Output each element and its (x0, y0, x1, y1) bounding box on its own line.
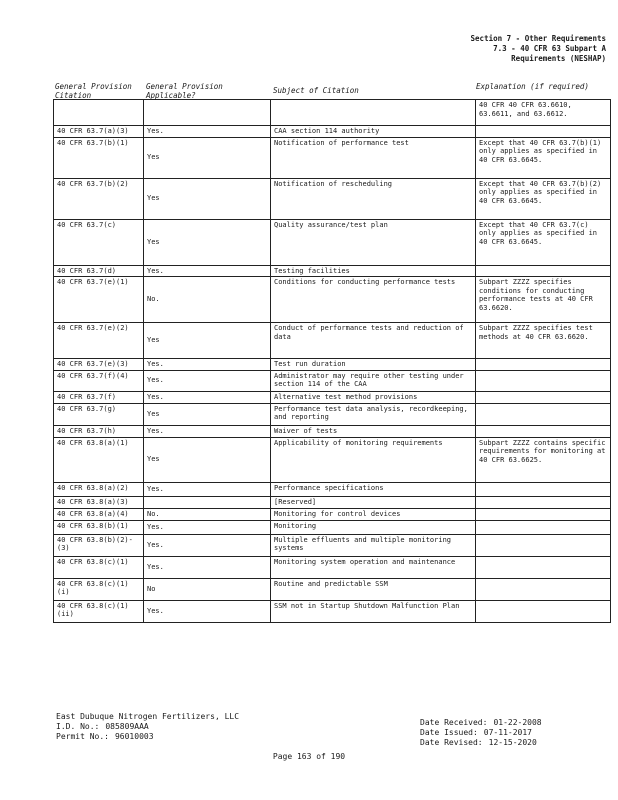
cell-citation: 40 CFR 63.7(f) (54, 391, 144, 403)
cell-subject: SSM not in Startup Shutdown Malfunction Plan (271, 600, 476, 622)
date-revised-value: 12-15-2020 (488, 738, 537, 747)
cell-applicable: Yes. (144, 425, 271, 437)
cell-subject: Testing facilities (271, 265, 476, 277)
cell-citation: 40 CFR 63.8(b)(1) (54, 520, 144, 534)
cell-applicable: Yes. (144, 534, 271, 556)
cell-citation: 40 CFR 63.8(a)(4) (54, 508, 144, 520)
column-header-citation: General Provision Citation (55, 82, 132, 100)
cell-citation: 40 CFR 63.7(e)(1) (54, 277, 144, 323)
table-row (54, 391, 611, 403)
table-row (54, 403, 611, 425)
table-row (54, 578, 611, 600)
column-header-subject: Subject of Citation (273, 86, 359, 95)
cell-subject: Applicability of monitoring requirements (271, 437, 476, 482)
cell-applicable: Yes. (144, 126, 271, 138)
cell-applicable: No. (144, 277, 271, 323)
table-row (54, 425, 611, 437)
company-name: East Dubuque Nitrogen Fertilizers, LLC (56, 712, 240, 721)
cell-applicable: No (144, 578, 271, 600)
cell-explanation (476, 482, 611, 496)
table-row (54, 556, 611, 578)
cell-explanation: Subpart ZZZZ specifies test methods at 40 CFR 63.6620. (476, 323, 611, 359)
date-issued-label: Date Issued: (420, 728, 478, 737)
table-row (54, 508, 611, 520)
cell-citation: 40 CFR 63.8(a)(3) (54, 496, 144, 508)
cell-explanation (476, 425, 611, 437)
cell-applicable: Yes. (144, 520, 271, 534)
cell-citation: 40 CFR 63.8(a)(2) (54, 482, 144, 496)
cell-citation: 40 CFR 63.7(h) (54, 425, 144, 437)
id-value: 085809AAA (105, 722, 149, 731)
cell-subject (271, 100, 476, 126)
cell-subject: Administrator may require other testing under section 114 of the CAA (271, 370, 476, 391)
cell-explanation (476, 370, 611, 391)
cell-citation: 40 CFR 63.8(b)(2)-(3) (54, 534, 144, 556)
date-info (420, 718, 542, 748)
cell-citation: 40 CFR 63.7(d) (54, 265, 144, 277)
table-row (54, 219, 611, 265)
cell-subject: Waiver of tests (271, 425, 476, 437)
cell-applicable: No. (144, 508, 271, 520)
cell-citation: 40 CFR 63.7(b)(2) (54, 178, 144, 219)
cell-explanation (476, 265, 611, 277)
cell-explanation: Except that 40 CFR 63.7(b)(1) only applies as specified in 40 CFR 63.6645. (476, 137, 611, 178)
table-row (54, 482, 611, 496)
cell-applicable: Yes (144, 178, 271, 219)
cell-explanation: Except that 40 CFR 63.7(b)(2) only applies as specified in 40 CFR 63.6645. (476, 178, 611, 219)
cell-subject: [Reserved] (271, 496, 476, 508)
cell-applicable (144, 496, 271, 508)
page-number: Page 163 of 190 (272, 752, 346, 761)
column-header-explanation: Explanation (if required) (476, 82, 589, 91)
table-row (54, 323, 611, 359)
cell-citation: 40 CFR 63.8(a)(1) (54, 437, 144, 482)
date-received-label: Date Received: (420, 718, 488, 727)
cell-subject: Routine and predictable SSM (271, 578, 476, 600)
cell-citation: 40 CFR 63.7(b)(1) (54, 137, 144, 178)
cell-applicable: Yes. (144, 359, 271, 371)
date-revised-label: Date Revised: (420, 738, 483, 747)
table-row (54, 137, 611, 178)
table-row (54, 600, 611, 622)
table-row (54, 178, 611, 219)
cell-citation: 40 CFR 63.7(c) (54, 219, 144, 265)
cell-applicable: Yes (144, 437, 271, 482)
cell-subject: Performance specifications (271, 482, 476, 496)
cell-explanation (476, 556, 611, 578)
cell-explanation (476, 578, 611, 600)
table-row (54, 370, 611, 391)
cell-citation: 40 CFR 63.7(e)(2) (54, 323, 144, 359)
cell-explanation (476, 403, 611, 425)
date-received-value: 01-22-2008 (493, 718, 542, 727)
cell-explanation (476, 496, 611, 508)
cell-explanation (476, 391, 611, 403)
table-row (54, 277, 611, 323)
cell-explanation (476, 126, 611, 138)
date-issued-value: 07-11-2017 (483, 728, 532, 737)
cell-explanation: Subpart ZZZZ specifies conditions for conducting performance tests at 40 CFR 63.6620. (476, 277, 611, 323)
cell-explanation (476, 359, 611, 371)
cell-citation: 40 CFR 63.8(c)(1) (54, 556, 144, 578)
cell-citation: 40 CFR 63.7(g) (54, 403, 144, 425)
cell-subject: Monitoring system operation and maintenance (271, 556, 476, 578)
permit-label: Permit No.: (56, 732, 109, 741)
cell-citation: 40 CFR 63.8(c)(1)(i) (54, 578, 144, 600)
table-row (54, 359, 611, 371)
cell-applicable: Yes. (144, 391, 271, 403)
cell-explanation (476, 508, 611, 520)
cell-citation: 40 CFR 63.7(a)(3) (54, 126, 144, 138)
cell-explanation (476, 534, 611, 556)
cell-applicable: Yes. (144, 370, 271, 391)
cell-applicable: Yes (144, 137, 271, 178)
requirements-table-body (54, 100, 611, 623)
cell-applicable: Yes (144, 323, 271, 359)
cell-applicable: Yes. (144, 556, 271, 578)
cell-applicable: Yes. (144, 600, 271, 622)
section-title: Section 7 - Other Requirements (470, 34, 606, 43)
cell-explanation (476, 600, 611, 622)
subsection-title: 7.3 - 40 CFR 63 Subpart A (493, 44, 606, 53)
requirements-table (53, 99, 611, 623)
table-row (54, 520, 611, 534)
cell-subject: Multiple effluents and multiple monitoring systems (271, 534, 476, 556)
section-header (471, 34, 606, 64)
table-row (54, 126, 611, 138)
cell-explanation: Subpart ZZZZ contains specific requirements for monitoring at 40 CFR 63.6625. (476, 437, 611, 482)
cell-explanation (476, 520, 611, 534)
cell-applicable: Yes (144, 219, 271, 265)
cell-citation: 40 CFR 63.8(c)(1)(ii) (54, 600, 144, 622)
cell-subject: Monitoring (271, 520, 476, 534)
cell-applicable: Yes. (144, 265, 271, 277)
cell-applicable (144, 100, 271, 126)
column-header-applicable: General Provision Applicable? (146, 82, 223, 100)
cell-explanation: 40 CFR 40 CFR 63.6610, 63.6611, and 63.6612. (476, 100, 611, 126)
cell-subject: Notification of rescheduling (271, 178, 476, 219)
table-row (54, 496, 611, 508)
cell-citation: 40 CFR 63.7(f)(4) (54, 370, 144, 391)
cell-subject: Alternative test method provisions (271, 391, 476, 403)
table-row (54, 437, 611, 482)
facility-info (56, 712, 239, 742)
table-row (54, 100, 611, 126)
cell-applicable: Yes (144, 403, 271, 425)
cell-subject: Conditions for conducting performance tests (271, 277, 476, 323)
table-row (54, 265, 611, 277)
cell-subject: Conduct of performance tests and reduction of data (271, 323, 476, 359)
table-row (54, 534, 611, 556)
cell-subject: Monitoring for control devices (271, 508, 476, 520)
subsection-subtitle: Requirements (NESHAP) (511, 54, 606, 63)
cell-citation (54, 100, 144, 126)
cell-subject: CAA section 114 authority (271, 126, 476, 138)
cell-applicable: Yes. (144, 482, 271, 496)
cell-subject: Test run duration (271, 359, 476, 371)
cell-explanation: Except that 40 CFR 63.7(c) only applies as specified in 40 CFR 63.6645. (476, 219, 611, 265)
cell-subject: Performance test data analysis, recordkeeping, and reporting (271, 403, 476, 425)
id-label: I.D. No.: (56, 722, 100, 731)
cell-citation: 40 CFR 63.7(e)(3) (54, 359, 144, 371)
cell-subject: Notification of performance test (271, 137, 476, 178)
cell-subject: Quality assurance/test plan (271, 219, 476, 265)
permit-value: 96010003 (114, 732, 154, 741)
